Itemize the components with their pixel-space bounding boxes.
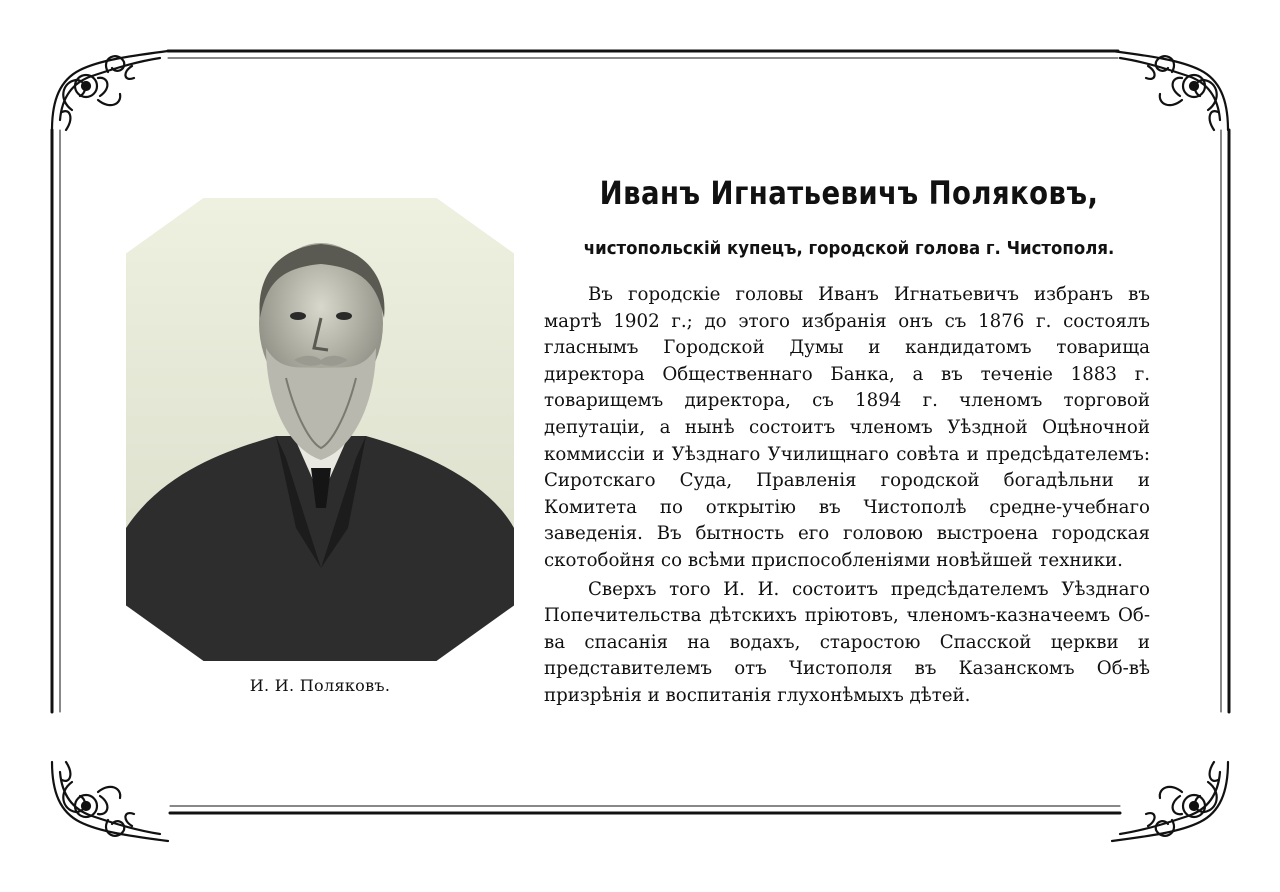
corner-ornament-icon	[52, 51, 168, 130]
biography-text	[544, 282, 1150, 710]
page-subtitle: чистопольскій купецъ, городской голова г. Чистополя.	[583, 238, 1115, 259]
paragraph-1: Въ городскіе головы Иванъ Игнатьевичъ избранъ въ мартѣ 1902 г.; до этого избранія онъ съ 1876 г. состоялъ гласнымъ Городской Думы и кандидатомъ товарища директора Общественнаго Банка, а въ теченіе 1883 г. товарищемъ директора, съ 1894 г. членомъ торговой депутаціи, а нынѣ состоитъ членомъ Уѣздной Оцѣночной коммиссіи и Уѣзднаго Училищнаго совѣта и предсѣдателемъ: Сиротскаго Суда, Правленія городской богадѣльни и Комитета по открытію въ Чистополѣ средне-учебнаго заведенія. Въ бытность его головою выстроена городская скотобойня со всѣми приспособленіями новѣйшей техники.	[544, 284, 1150, 571]
portrait-illustration	[126, 198, 514, 661]
paragraph-2: Сверхъ того И. И. состоитъ предсѣдателемъ Уѣзднаго Попечительства дѣтскихъ пріютовъ, членомъ-казначеемъ Об-ва спасанія на водахъ, старостою Спасской церкви и представителемъ отъ Чистополя въ Казанскомъ Об-вѣ призрѣнія и воспитанія глухонѣмыхъ дѣтей.	[544, 578, 1150, 706]
portrait-caption: И. И. Поляковъ.	[249, 676, 391, 695]
portrait-photo	[126, 198, 514, 661]
page-title: Иванъ Игнатьевичъ Поляковъ,	[599, 174, 1099, 212]
